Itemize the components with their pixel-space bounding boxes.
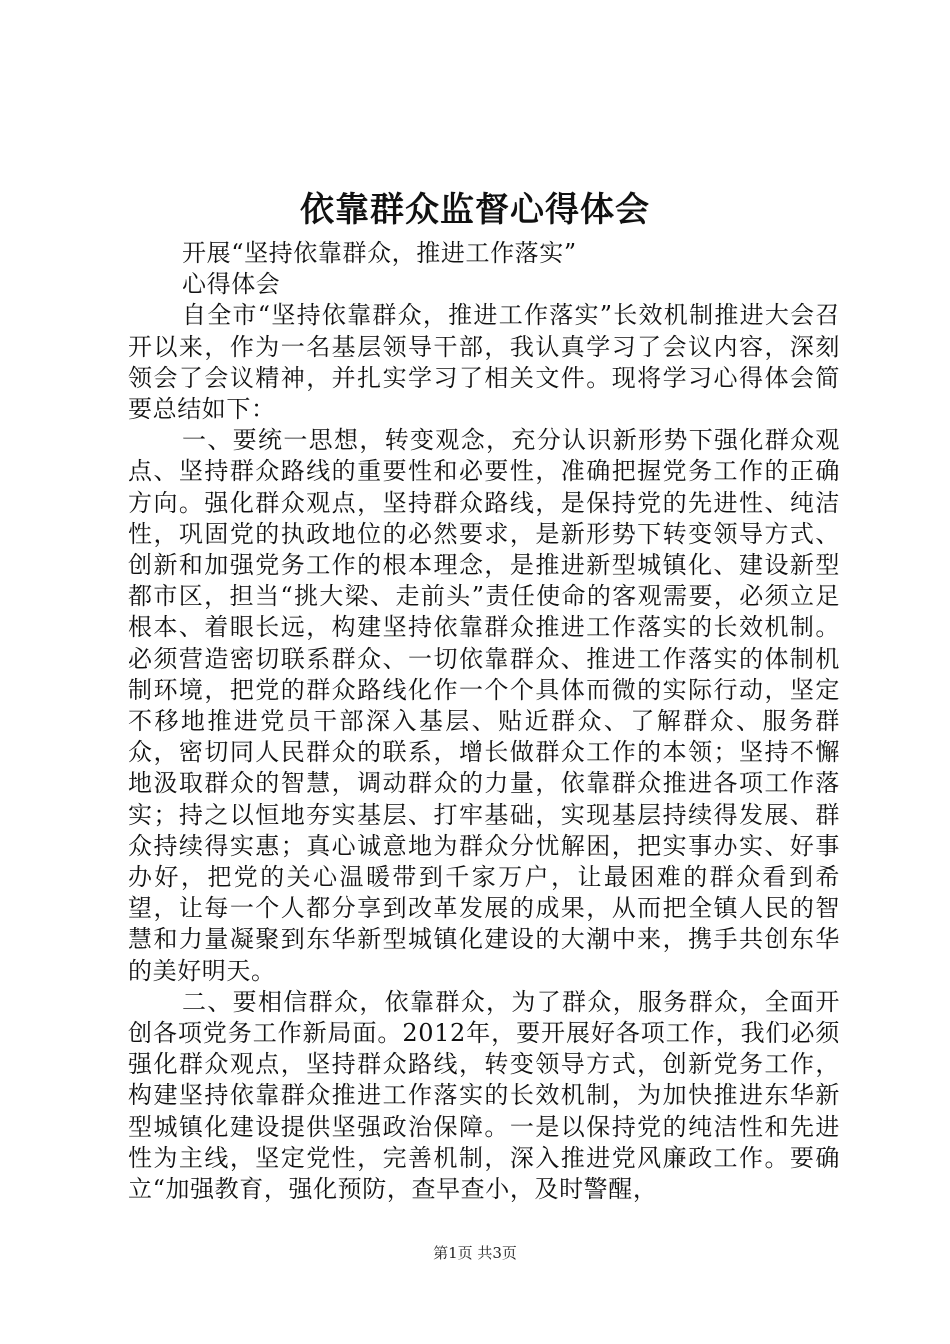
subtitle-line-2: 心得体会: [182, 270, 281, 299]
paragraph-intro: 自全市“坚持依靠群众，推进工作落实”长效机制推进大会召开以来，作为一名基层领导干部，我认真学习了会议内容，深刻领会了会议精神，并扎实学习了相关文件。现将学习心得体会简要总结如下：: [128, 301, 840, 424]
subtitle-line-1: 开展“坚持依靠群众，推进工作落实”: [182, 239, 577, 267]
paragraph-section-1: 一、要统一思想，转变观念，充分认识新形势下强化群众观点、坚持群众路线的重要性和必要性，准确把握党务工作的正确方向。强化群众观点，坚持群众路线，是保持党的先进性、纯洁性，巩固党的执政地位的必然要求，是新形势下转变领导方式、创新和加强党务工作的根本理念，是推进新型城镇化、建设新型都市区，担当“挑大梁、走前头”责任使命的客观需要，必须立足根本、着眼长远，构建坚持依靠群众推进工作落实的长效机制。必须营造密切联系群众、一切依靠群众、推进工作落实的体制机制环境，把党的群众路线化作一个个具体而微的实际行动，坚定不移地推进党员干部深入基层、贴近群众、了解群众、服务群众，密切同人民群众的联系，增长做群众工作的本领；坚持不懈地汲取群众的智慧，调动群众的力量，依靠群众推进各项工作落实；持之以恒地夯实基层、打牢基础，实现基层持续得发展、群众持续得实惠；真心诚意地为群众分忧解困，把实事办实、好事办好，把党的关心温暖带到千家万户，让最困难的群众看到希望，让每一个人都分享到改革发展的成果，从而把全镇人民的智慧和力量凝聚到东华新型城镇化建设的大潮中来，携手共创东华的美好明天。: [128, 426, 840, 985]
document-title: 依靠群众监督心得体会: [300, 190, 650, 230]
document-body: [128, 238, 840, 1205]
page-footer: 第1页 共3页: [433, 1244, 517, 1262]
paragraph-section-2: 二、要相信群众，依靠群众，为了群众，服务群众，全面开创各项党务工作新局面。2012年，要开展好各项工作，我们必须强化群众观点，坚持群众路线，转变领导方式，创新党务工作，构建坚持依靠群众推进工作落实的长效机制，为加快推进东华新型城镇化建设提供坚强政治保障。一是以保持党的纯洁性和先进性为主线，坚定党性，完善机制，深入推进党风廉政工作。要确立“加强教育，强化预防，查早查小，及时警醒，: [128, 987, 840, 1204]
